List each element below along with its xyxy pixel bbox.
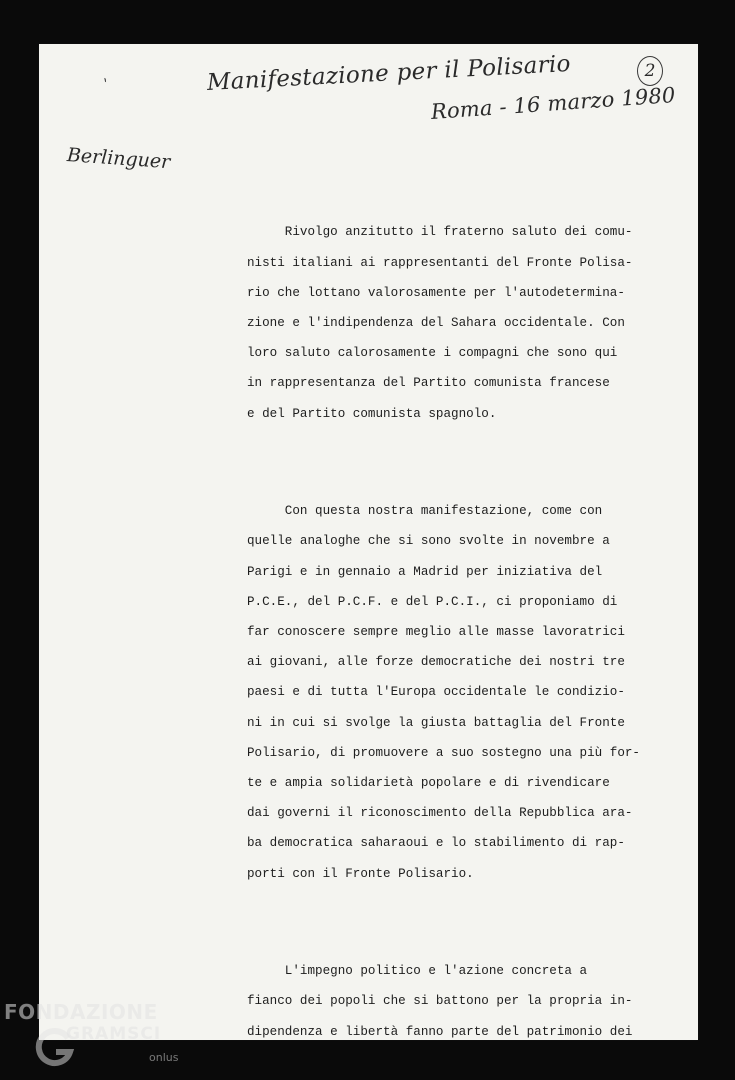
text-line: fianco dei popoli che si battono per la propria in- <box>247 994 633 1009</box>
paragraph-3 <box>247 956 667 1047</box>
text-line: paesi e di tutta l'Europa occidentale le condizio- <box>247 685 625 700</box>
text-line: e del Partito comunista spagnolo. <box>247 406 497 421</box>
paragraph-2 <box>247 496 667 889</box>
text-line: porti con il Fronte Polisario. <box>247 866 474 881</box>
text-line: ba democratica saharaoui e lo stabilimento di rap- <box>247 836 625 851</box>
text-line: dipendenza e libertà fanno parte del patrimonio dei <box>247 1024 633 1039</box>
text-line: loro saluto calorosamente i compagni che sono qui <box>247 346 618 361</box>
text-line: zione e l'indipendenza del Sahara occidentale. Con <box>247 316 625 331</box>
watermark-text-gramsci: GRAMSCI <box>66 1024 162 1044</box>
text-line: far conoscere sempre meglio alle masse lavoratrici <box>247 625 625 640</box>
text-line: L'impegno politico e l'azione concreta a <box>247 964 588 979</box>
text-line: in rappresentanza del Partito comunista francese <box>247 376 610 391</box>
fondazione-gramsci-watermark <box>4 1000 204 1076</box>
text-line: ai giovani, alle forze democratiche dei nostri tre <box>247 655 625 670</box>
text-line: nisti italiani ai rappresentanti del Fronte Polisa- <box>247 255 633 270</box>
text-line: Parigi e in gennaio a Madrid per iniziativa del <box>247 564 603 579</box>
handwritten-title: Manifestazione per il Polisario <box>206 50 572 96</box>
text-line: quelle analoghe che si sono svolte in novembre a <box>247 534 610 549</box>
circled-page-number: 2 <box>637 56 663 86</box>
pencil-tick-mark: ` <box>94 75 112 96</box>
watermark-text-fondazione: FONDAZIONE <box>4 1000 158 1024</box>
text-line: Rivolgo anzitutto il fraterno saluto dei comu- <box>247 225 633 240</box>
text-line: ni in cui si svolge la giusta battaglia del Fronte <box>247 715 625 730</box>
typewritten-body <box>247 157 667 1080</box>
text-line: P.C.E., del P.C.F. e del P.C.I., ci proponiamo di <box>247 594 618 609</box>
text-line: dai governi il riconoscimento della Repubblica ara- <box>247 806 633 821</box>
handwritten-author: Berlinguer <box>66 144 171 174</box>
paragraph-1 <box>247 217 667 428</box>
handwritten-place-date: Roma - 16 marzo 1980 <box>430 82 677 124</box>
document-page <box>39 44 698 1040</box>
text-line: Polisario, di promuovere a suo sostegno una più for- <box>247 745 640 760</box>
text-line: te e ampia solidarietà popolare e di rivendicare <box>247 776 610 791</box>
watermark-text-onlus: onlus <box>149 1051 179 1064</box>
text-line: Con questa nostra manifestazione, come con <box>247 504 603 519</box>
text-line: rio che lottano valorosamente per l'autodetermina- <box>247 285 625 300</box>
